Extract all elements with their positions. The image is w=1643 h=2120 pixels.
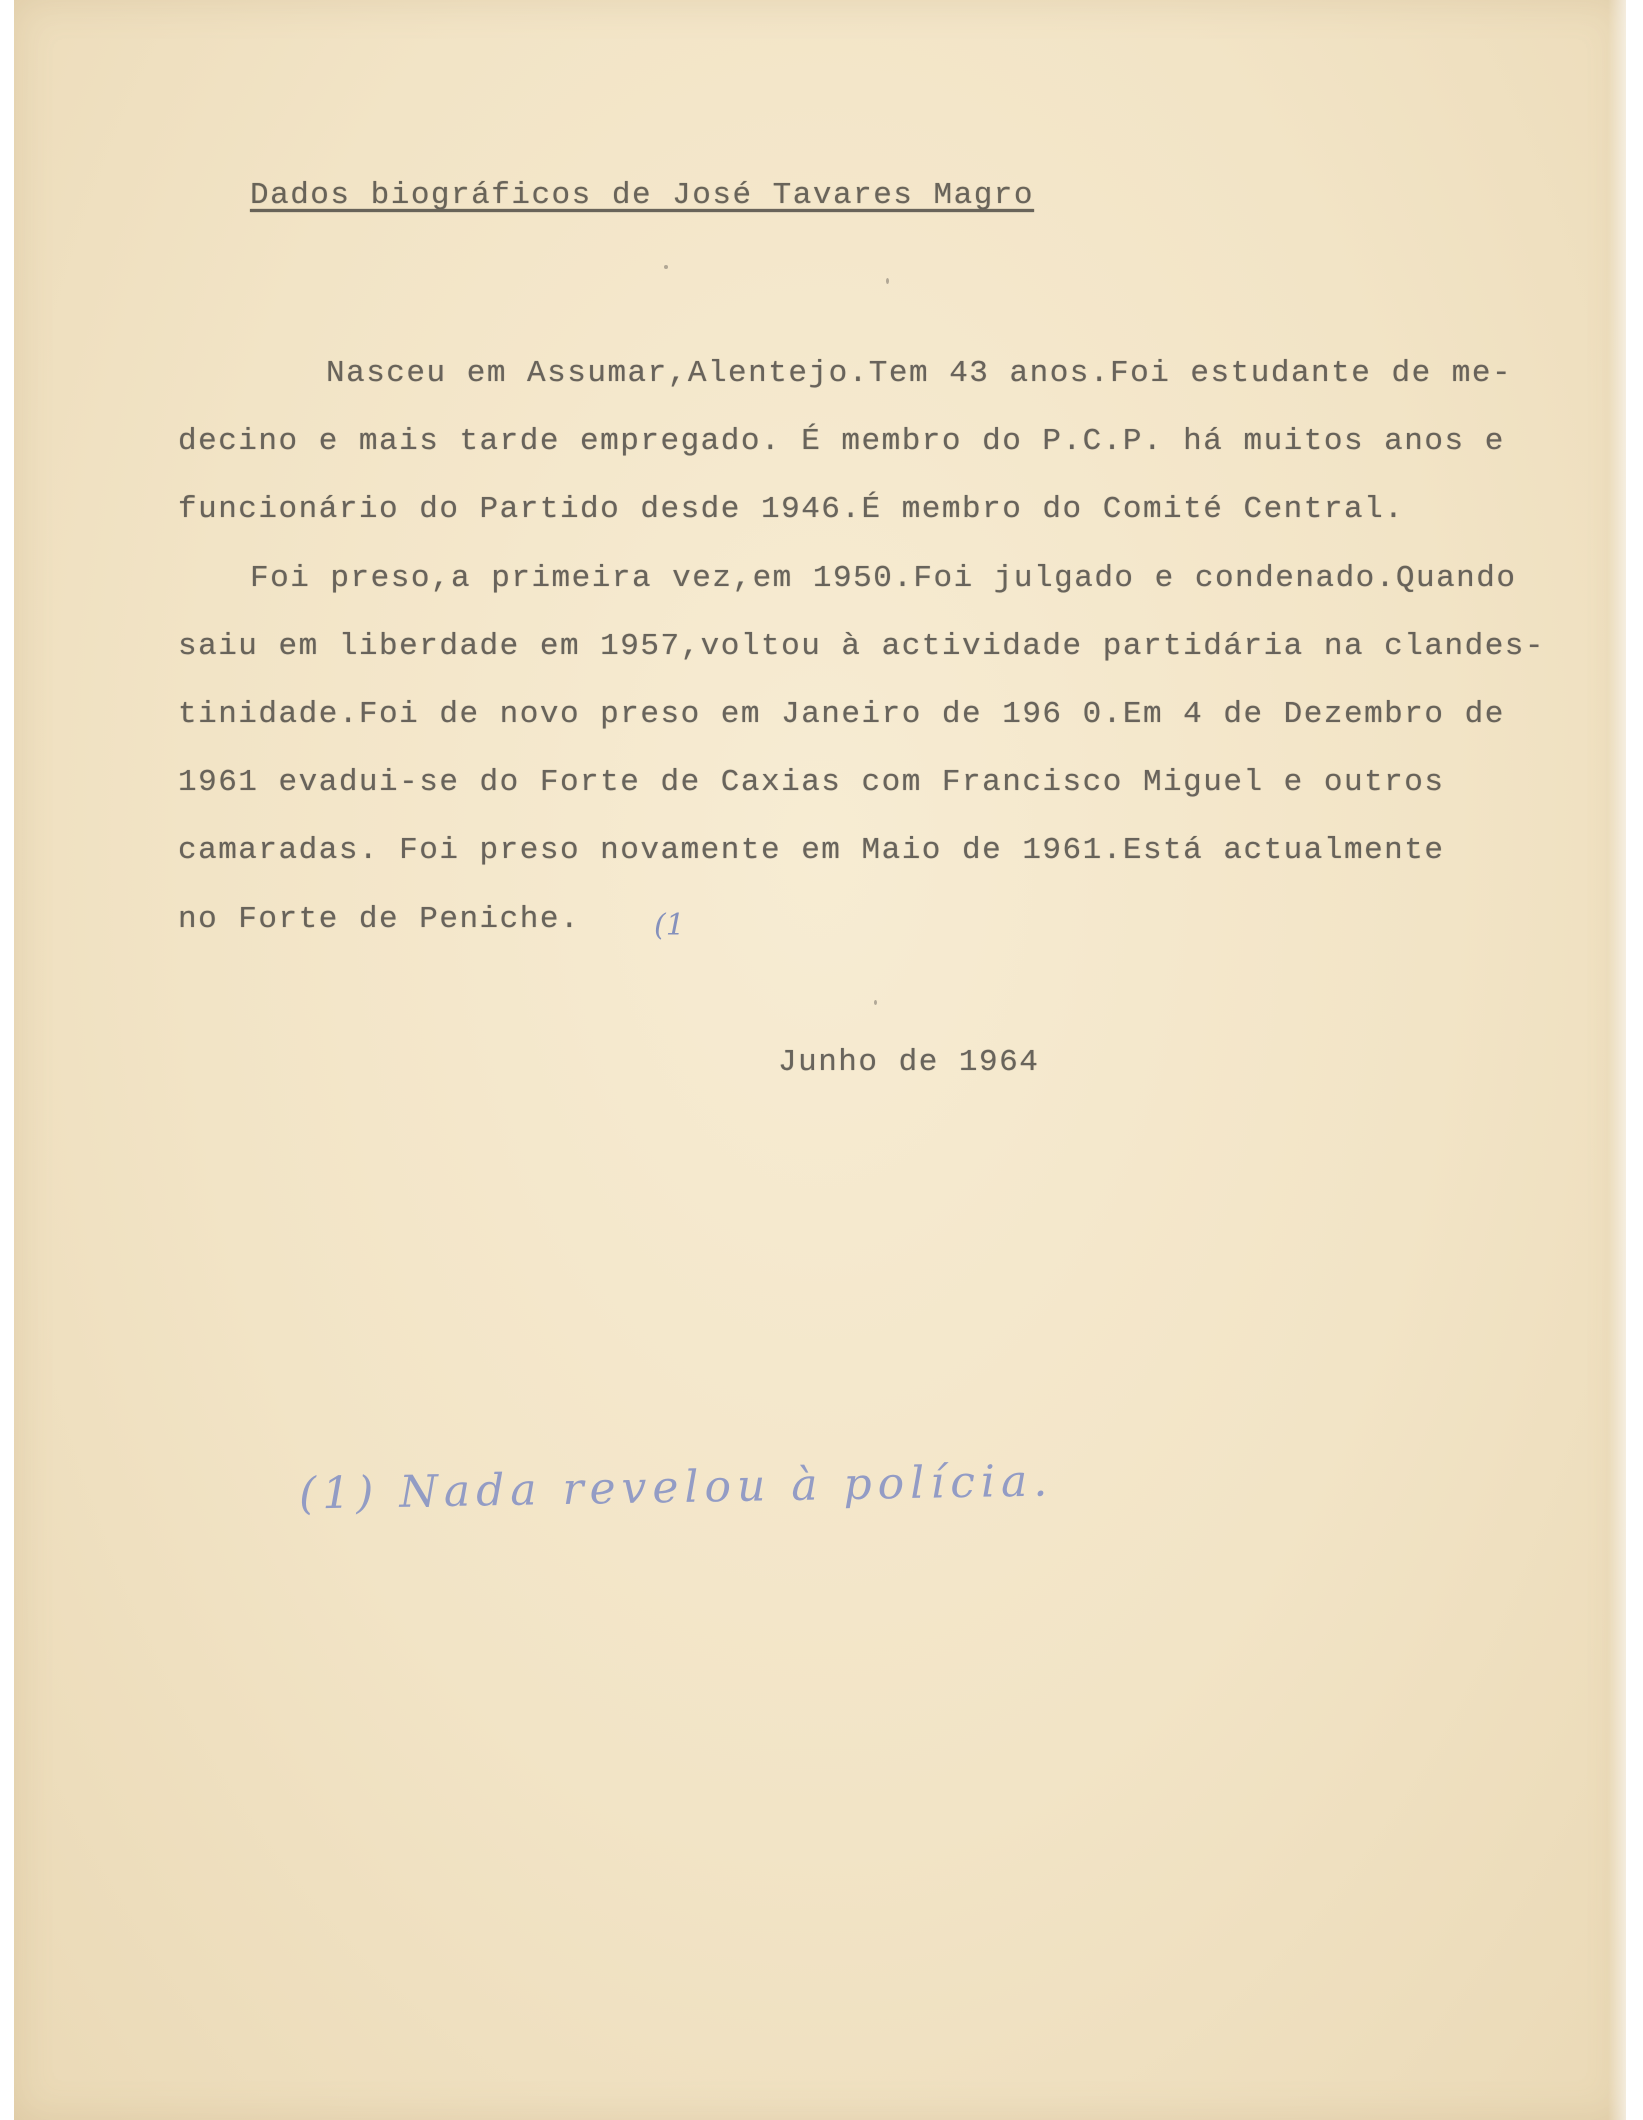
body-line-7: 1961 evadui-se do Forte de Caxias com Francisco Miguel e outros xyxy=(178,765,1445,800)
document-page xyxy=(14,0,1626,2120)
body-line-1: Nasceu em Assumar,Alentejo.Tem 43 anos.Foi estudante de me- xyxy=(326,356,1513,391)
body-line-2: decino e mais tarde empregado. É membro do P.C.P. há muitos anos e xyxy=(178,424,1505,459)
ink-speck xyxy=(886,278,889,284)
ink-speck xyxy=(874,1000,877,1005)
body-line-9: no Forte de Peniche. xyxy=(178,902,581,937)
body-line-8: camaradas. Foi preso novamente em Maio de 1961.Está actualmente xyxy=(178,833,1445,868)
handwritten-footnote: (1) Nada revelou à polícia. xyxy=(298,1455,1054,1520)
document-title: Dados biográficos de José Tavares Magro xyxy=(250,178,1035,213)
document-date: Junho de 1964 xyxy=(778,1045,1040,1080)
body-line-4: Foi preso,a primeira vez,em 1950.Foi julgado e condenado.Quando xyxy=(250,561,1517,596)
body-line-6: tinidade.Foi de novo preso em Janeiro de 196 0.Em 4 de Dezembro de xyxy=(178,697,1505,732)
footnote-marker: (1 xyxy=(654,908,685,943)
body-line-3: funcionário do Partido desde 1946.É membro do Comité Central. xyxy=(178,492,1405,527)
ink-speck xyxy=(664,265,668,269)
body-line-5: saiu em liberdade em 1957,voltou à actividade partidária na clandes- xyxy=(178,629,1546,664)
